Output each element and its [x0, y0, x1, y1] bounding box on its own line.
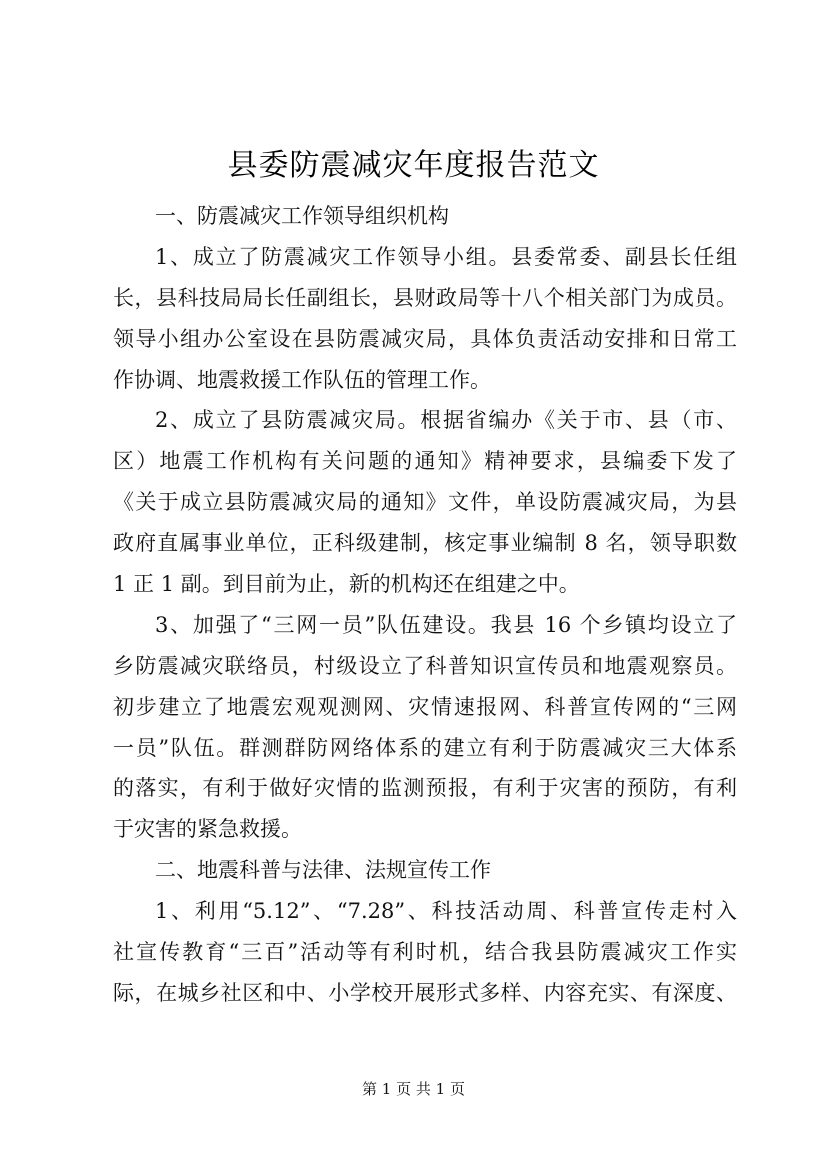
body-line: 的落实，有利于做好灾情的监测预报，有利于灾害的预防，有利	[113, 776, 737, 801]
body-line: 于灾害的紧急救援。	[113, 817, 302, 842]
document-title: 县委防震减灾年度报告范文	[227, 148, 600, 183]
body-line: 《关于成立县防震减灾局的通知》文件，单设防震减灾局，为县	[113, 490, 737, 515]
body-line: 一员”队伍。群测群防网络体系的建立有利于防震减灾三大体系	[113, 735, 737, 760]
body-line: 长，县科技局局长任副组长，县财政局等十八个相关部门为成员。	[113, 285, 737, 310]
body-line: 区）地震工作机构有关问题的通知》精神要求，县编委下发了	[113, 449, 737, 474]
body-line: 际，在城乡社区和中、小学校开展形式多样、内容充实、有深度、	[113, 980, 737, 1005]
body-line: 3、加强了“三网一员”队伍建设。我县 16 个乡镇均设立了	[155, 612, 737, 637]
body-line: 社宣传教育“三百”活动等有利时机，结合我县防震减灾工作实	[113, 940, 737, 965]
body-line: 1 正 1 副。到目前为止，新的机构还在组建之中。	[113, 572, 580, 597]
body-line: 初步建立了地震宏观观测网、灾情速报网、科普宣传网的“三网	[113, 694, 737, 719]
body-line: 作协调、地震救援工作队伍的管理工作。	[113, 367, 491, 392]
body-line: 一、防震减灾工作领导组织机构	[155, 204, 449, 228]
body-line: 乡防震减灾联络员，村级设立了科普知识宣传员和地震观察员。	[113, 653, 737, 678]
body-line: 政府直属事业单位，正科级建制，核定事业编制 8 名，领导职数	[113, 531, 737, 556]
body-line: 二、地震科普与法律、法规宣传工作	[155, 858, 491, 883]
body-line: 2、成立了县防震减灾局。根据省编办《关于市、县（市、	[155, 408, 737, 433]
page-footer: 第 1 页 共 1 页	[362, 1080, 465, 1098]
document-body	[113, 196, 737, 1014]
body-line: 领导小组办公室设在县防震减灾局，具体负责活动安排和日常工	[113, 326, 737, 351]
body-line: 1、成立了防震减灾工作领导小组。县委常委、副县长任组	[155, 244, 737, 269]
body-line: 1、利用“5.12”、“7.28”、科技活动周、科普宣传走村入	[155, 899, 737, 924]
